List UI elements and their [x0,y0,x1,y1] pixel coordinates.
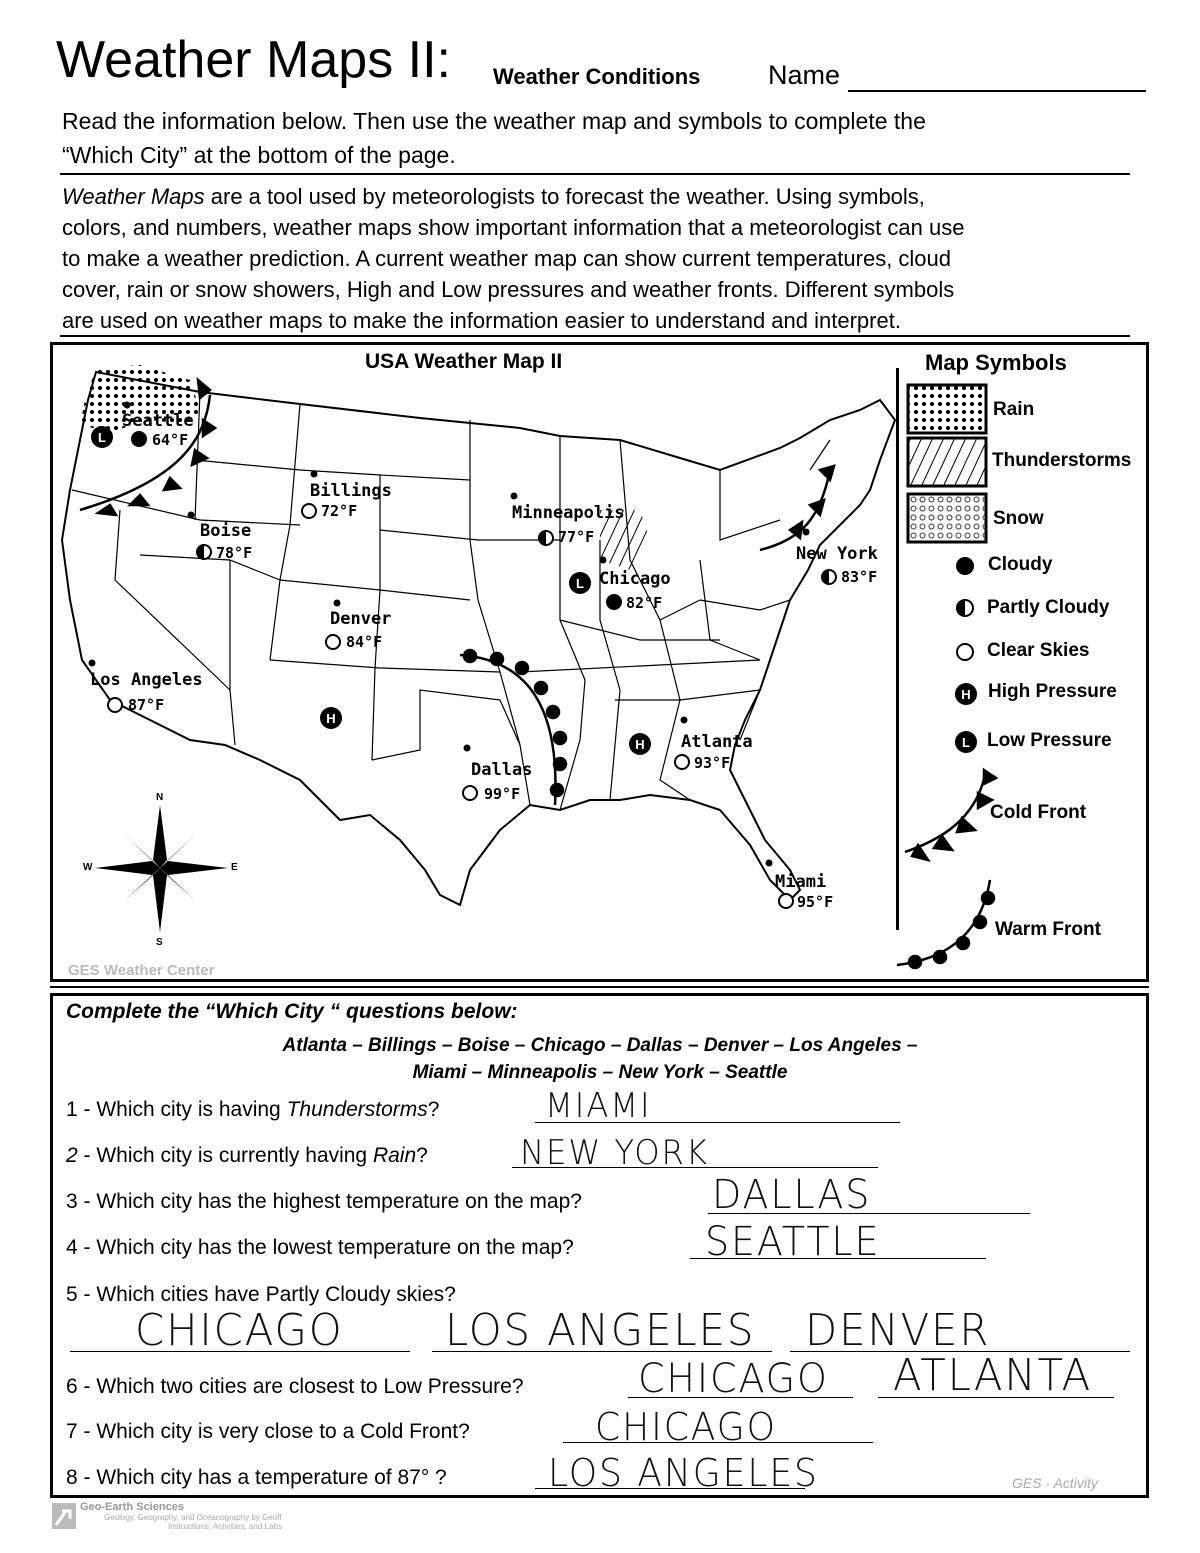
city-temp-dallas: 99°F [484,785,521,803]
city-temp-billings: 72°F [321,502,358,520]
city-temp-seattle: 64°F [152,431,189,449]
svg-text:L: L [98,430,106,445]
legend-thunderstorms-label: Thunderstorms [992,450,1132,471]
losangeles-clear-icon [108,698,122,712]
city-temp-los-angeles: 87°F [128,696,165,714]
city-label-minneapolis: Minneapolis [512,503,625,523]
high-pressure-southeast [629,733,651,755]
city-label-new-york: New York [796,544,878,564]
intro-line-3: to make a weather prediction. A current weather map can show current temperatures, cloud [62,246,952,271]
question-1: 1 - Which city is having Thunderstorms? [66,1098,440,1121]
name-label: Name [768,60,841,90]
warm-front-central [460,650,566,805]
miami-clear-icon [779,894,793,908]
svg-text:L: L [962,735,970,750]
answer-5a: CHICAGO [135,1305,344,1356]
city-label-atlanta: Atlanta [681,732,753,752]
activity-tag: GES · Activity [1012,1475,1098,1491]
answer-8: LOS ANGELES [548,1451,819,1495]
atlanta-clear-icon [675,755,689,769]
city-temp-miami: 95°F [797,893,834,911]
logo-line-1: Geology, Geography, and Oceanography by Geoff [104,1513,282,1522]
legend-high-pressure-icon [955,683,977,705]
legend-partly-cloudy-icon [957,600,973,616]
geo-earth-logo-icon [52,1503,76,1529]
answer-4: SEATTLE [705,1219,881,1265]
map-credit: GES Weather Center [68,962,215,979]
intro-line-1: are a tool used by meteorologists to forecast the weather. Using symbols, [204,184,925,209]
svg-text:L: L [576,576,584,591]
intro-lead: Weather Maps [62,184,205,209]
legend-warm-front-label: Warm Front [995,919,1101,940]
answer-7: CHICAGO [595,1405,777,1449]
question-8: 8 - Which city has a temperature of 87° ? [66,1466,447,1489]
city-list-line-1: Atlanta – Billings – Boise – Chicago – Dallas – Denver – Los Angeles – [282,1035,918,1056]
low-pressure-chicago [569,572,591,594]
question-2: 2 - Which city is currently having Rain? [66,1144,428,1167]
city-temp-minneapolis: 77°F [558,528,595,546]
svg-text:H: H [961,687,971,702]
denver-clear-icon [326,635,340,649]
svg-text:H: H [635,737,645,752]
legend-partly-cloudy-label: Partly Cloudy [987,597,1110,618]
legend-snow-swatch [908,494,986,542]
legend-snow-label: Snow [993,508,1044,529]
page-subtitle: Weather Conditions [493,64,701,89]
page-title: Weather Maps II: [56,31,451,89]
legend-title: Map Symbols [925,350,1067,375]
logo-name: Geo-Earth Sciences [80,1501,184,1513]
legend-cold-front-icon [905,770,996,860]
logo-line-2: Instructions, Activities, and Labs [168,1522,282,1531]
compass-w: W [83,862,93,873]
answer-6a: CHICAGO [638,1356,829,1402]
intro-line-4: cover, rain or snow showers, High and Low pressures and weather fronts. Different symbols [62,277,955,302]
billings-clear-icon [302,504,316,518]
city-label-miami: Miami [775,872,827,892]
city-temp-atlanta: 93°F [694,754,731,772]
answer-5b: LOS ANGELES [445,1305,756,1356]
answer-1: MIAMI [545,1086,652,1126]
question-3: 3 - Which city has the highest temperature on the map? [66,1190,582,1213]
intro-line-2: colors, and numbers, weather maps show important information that a meteorologist can use [62,215,965,240]
city-label-billings: Billings [310,481,392,501]
legend-cloudy-label: Cloudy [988,554,1053,575]
question-6: 6 - Which two cities are closest to Low Pressure? [66,1375,524,1398]
map-title: USA Weather Map II [365,350,563,373]
boise-partly-cloudy-icon [197,545,211,559]
answer-5c: DENVER [805,1305,991,1356]
city-temp-chicago: 82°F [626,594,663,612]
legend-high-pressure-label: High Pressure [988,681,1117,702]
city-label-dallas: Dallas [471,760,533,780]
questions-heading: Complete the “Which City “ questions below: [66,1000,518,1023]
answer-2: NEW YORK [520,1133,709,1173]
compass-s: S [156,937,163,948]
intro-line-5: are used on weather maps to make the information easier to understand and interpret. [62,308,901,333]
legend-thunderstorm-swatch [908,438,986,486]
svg-text:H: H [326,711,336,726]
compass-n: N [156,792,164,803]
cold-front-east [760,466,834,550]
legend-rain-swatch [908,385,986,433]
city-label-chicago: Chicago [599,569,671,589]
legend-low-pressure-label: Low Pressure [987,730,1112,751]
low-pressure-seattle [91,426,113,448]
city-label-boise: Boise [200,521,252,541]
newyork-partly-cloudy-icon [822,570,836,584]
instructions-line-2: “Which City” at the bottom of the page. [62,142,456,168]
seattle-cloudy-icon [131,431,147,447]
instructions-line-1: Read the information below. Then use the weather map and symbols to complete the [62,108,926,134]
answer-6b: ATLANTA [893,1350,1093,1401]
legend-cold-front-label: Cold Front [990,802,1087,823]
legend-clear-icon [957,644,973,660]
legend-cloudy-icon [956,557,974,575]
answer-3: DALLAS [712,1172,872,1218]
chicago-cloudy-icon [606,594,622,610]
legend-rain-label: Rain [993,399,1035,420]
divider [50,986,1149,988]
minneapolis-partly-cloudy-icon [539,531,553,545]
legend-clear-skies-label: Clear Skies [987,640,1090,661]
city-list-line-2: Miami – Minneapolis – New York – Seattle [412,1062,788,1083]
question-4: 4 - Which city has the lowest temperature on the map? [66,1236,574,1259]
compass-e: E [231,862,238,873]
dallas-clear-icon [463,786,477,800]
city-temp-new-york: 83°F [841,568,878,586]
city-label-denver: Denver [330,609,392,629]
legend-warm-front-icon [897,880,994,968]
compass-rose [95,805,228,932]
legend-low-pressure-icon [955,731,977,753]
city-temp-denver: 84°F [346,633,383,651]
question-5: 5 - Which cities have Partly Cloudy skies? [66,1283,456,1306]
high-pressure-west [320,707,342,729]
question-7: 7 - Which city is very close to a Cold Front? [66,1420,470,1443]
city-temp-boise: 78°F [216,544,253,562]
city-label-los-angeles: Los Angeles [90,670,203,690]
city-label-seattle: Seattle [122,411,194,431]
